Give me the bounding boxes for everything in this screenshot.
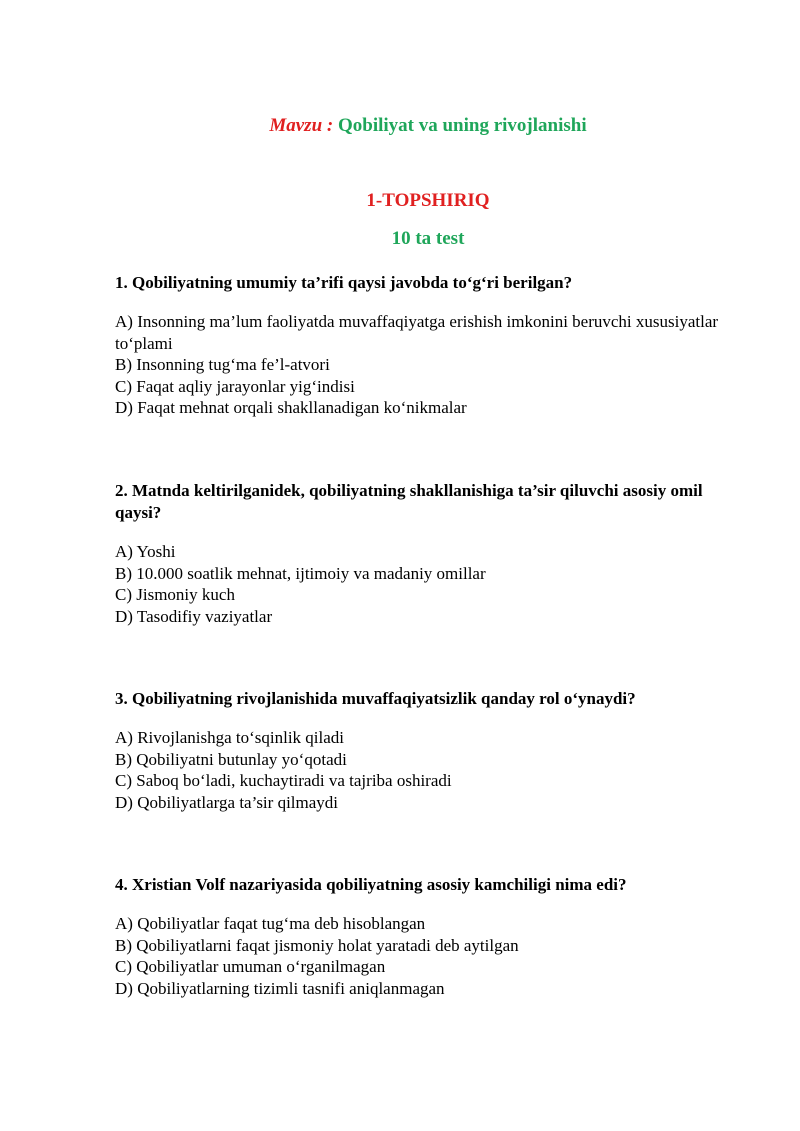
option-a: A) Insonning ma’lum faoliyatda muvaffaqiyatga erishish imkonini beruvchi xususiyatlar to‘plami: [115, 312, 719, 353]
question-3: [115, 688, 735, 813]
option-b: B) Qobiliyatni butunlay yo‘qotadi: [115, 749, 347, 769]
option-b: B) Qobiliyatlarni faqat jismoniy holat yaratadi deb aytilgan: [115, 935, 519, 955]
topic-label: Mavzu :: [269, 115, 334, 136]
option-c: C) Saboq bo‘ladi, kuchaytiradi va tajriba oshiradi: [115, 771, 452, 791]
option-b: B) 10.000 soatlik mehnat, ijtimoiy va madaniy omillar: [115, 563, 486, 583]
question-text: 3. Qobiliyatning rivojlanishida muvaffaqiyatsizlik qanday rol o‘ynaydi?: [115, 689, 636, 708]
option-c: C) Jismoniy kuch: [115, 585, 235, 605]
answer-options: [115, 311, 735, 419]
option-c: C) Faqat aqliy jarayonlar yig‘indisi: [115, 376, 355, 396]
question-text: 2. Matnda keltirilganidek, qobiliyatning shakllanishiga ta’sir qiluvchi asosiy omil qaysi?: [115, 481, 703, 522]
option-b: B) Insonning tug‘ma fe’l-atvori: [115, 355, 330, 375]
option-a: A) Rivojlanishga to‘sqinlik qiladi: [115, 728, 345, 747]
option-d: D) Faqat mehnat orqali shakllanadigan ko‘nikmalar: [115, 398, 467, 418]
question-4: [115, 874, 735, 999]
topic-value: Qobiliyat va uning rivojlanishi: [337, 115, 587, 136]
option-a: A) Qobiliyatlar faqat tug‘ma deb hisoblangan: [115, 914, 426, 933]
task-title: 1-TOPSHIRIQ: [366, 190, 490, 211]
option-c: C) Qobiliyatlar umuman o‘rganilmagan: [115, 957, 386, 977]
topic-heading: [0, 113, 800, 139]
answer-options: [115, 541, 735, 627]
option-a: A) Yoshi: [115, 542, 176, 561]
answer-options: [115, 727, 735, 813]
option-d: D) Qobiliyatlarga ta’sir qilmaydi: [115, 792, 339, 812]
question-1: [115, 272, 735, 419]
question-2: [115, 480, 735, 627]
task-subtitle: 10 ta test: [391, 228, 465, 249]
option-d: D) Qobiliyatlarning tizimli tasnifi aniqlanmagan: [115, 978, 445, 998]
question-text: 1. Qobiliyatning umumiy ta’rifi qaysi javobda to‘g‘ri berilgan?: [115, 273, 573, 292]
answer-options: [115, 913, 735, 999]
question-text: 4. Xristian Volf nazariyasida qobiliyatning asosiy kamchiligi nima edi?: [115, 875, 627, 894]
option-d: D) Tasodifiy vaziyatlar: [115, 606, 273, 626]
